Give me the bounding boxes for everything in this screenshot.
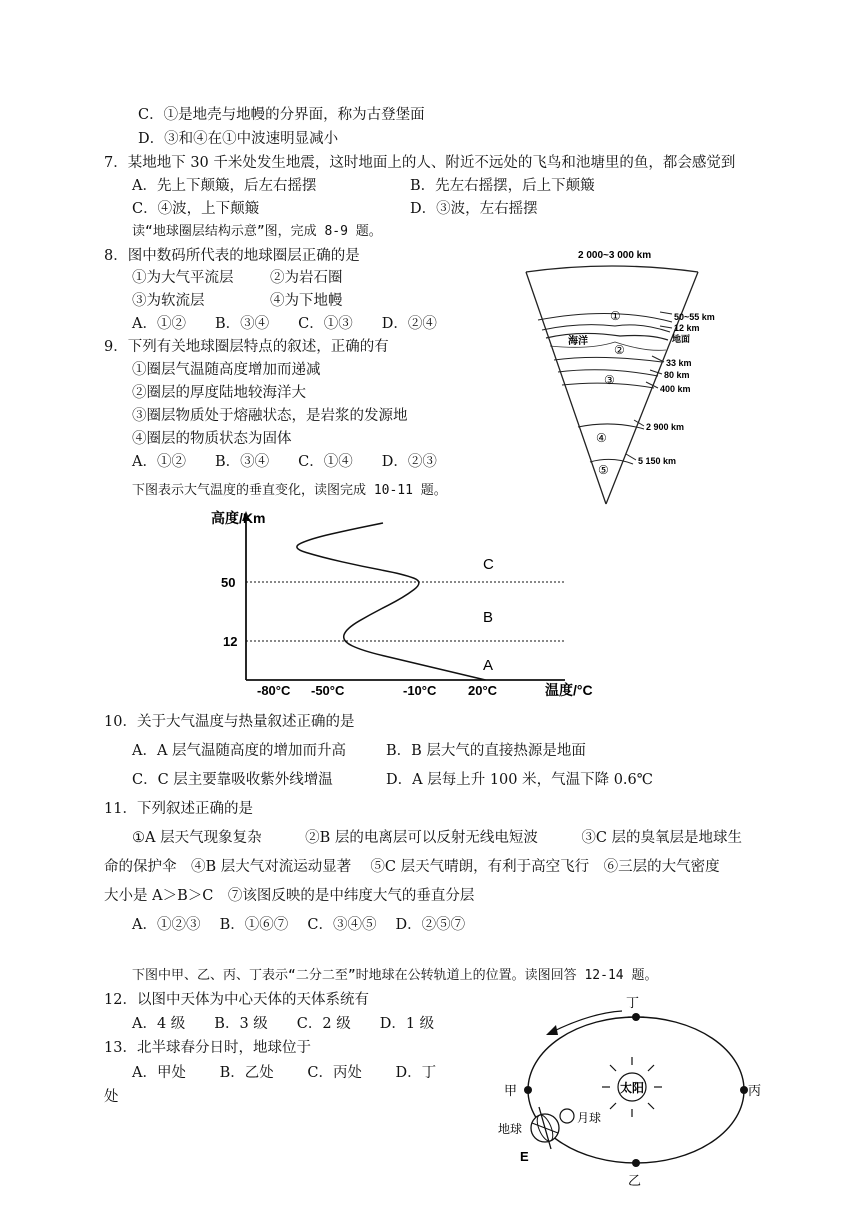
label-ding: 丁 — [626, 995, 640, 1010]
q13-stem: 13．北半球春分日时，地球位于 — [104, 1040, 311, 1056]
q13-wrap: 处 — [104, 1089, 119, 1105]
revolution-direction-arrow — [550, 1011, 622, 1033]
label-top-thickness: 2 000~3 000 km — [578, 250, 652, 261]
moon-icon — [560, 1109, 574, 1123]
q8-item-2: ②为岩石圈 — [270, 270, 343, 286]
q7-option-b: B．先左右摇摆，后上下颠簸 — [410, 178, 595, 194]
atmosphere-temperature-chart — [165, 505, 615, 705]
q6-option-c: C．①是地壳与地幔的分界面，称为古登堡面 — [138, 107, 425, 123]
q10-option-c: C．C 层主要靠吸收紫外线增温 — [132, 772, 333, 788]
x-tick-minus50: -50°C — [311, 683, 345, 698]
layer-label-a: A — [483, 657, 494, 674]
layer-label-c: C — [483, 556, 494, 573]
note-8-9: 读“地球圈层结构示意”图，完成 8-9 题。 — [132, 224, 382, 239]
q9-item-3: ③圈层物质处于熔融状态，是岩浆的发源地 — [132, 408, 408, 424]
x-tick-minus80: -80°C — [257, 683, 291, 698]
q13-answers: A．甲处 B．乙处 C．丙处 D．丁 — [132, 1065, 437, 1081]
q10-option-d: D．A 层每上升 100 米，气温下降 0.6℃ — [386, 772, 653, 788]
label-yi: 乙 — [628, 1173, 642, 1188]
q11-answers: A．①②③ B．①⑥⑦ C．③④⑤ D．②⑤⑦ — [132, 917, 466, 933]
q12-stem: 12．以图中天体为中心天体的天体系统有 — [104, 992, 369, 1008]
q8-item-1: ①为大气平流层 — [132, 270, 234, 286]
label-33km: 33 km — [666, 358, 692, 368]
layer-marker-2: ② — [614, 343, 625, 357]
label-12km: 12 km — [674, 323, 700, 333]
position-bing — [740, 1086, 748, 1094]
label-bing: 丙 — [748, 1083, 762, 1098]
label-sun: 太阳 — [620, 1081, 645, 1095]
earth-orbit-diagram — [490, 995, 780, 1215]
label-earth: 地球 — [498, 1122, 523, 1136]
position-jia — [524, 1086, 532, 1094]
q7-option-c: C．④波，上下颠簸 — [132, 201, 260, 217]
label-2900km: 2 900 km — [646, 422, 685, 432]
position-yi — [632, 1159, 640, 1167]
layer-marker-1: ① — [610, 309, 621, 323]
q6-option-d: D．③和④在①中波速明显减小 — [138, 131, 339, 147]
label-400km: 400 km — [660, 384, 691, 394]
q7-stem: 7．某地地下 30 千米处发生地震，这时地面上的人、附近不远处的飞鸟和池塘里的鱼，都会感觉到 — [104, 155, 736, 171]
position-ding — [632, 1013, 640, 1021]
label-80km: 80 km — [664, 370, 690, 380]
q7-option-a: A．先上下颠簸，后左右摇摆 — [132, 178, 317, 194]
label-ground: 地面 — [672, 334, 691, 344]
q10-stem: 10．关于大气温度与热量叙述正确的是 — [104, 714, 355, 730]
q8-item-4: ④为下地幔 — [270, 293, 343, 309]
q9-item-4: ④圈层的物质状态为固体 — [132, 431, 292, 447]
q11-line-1: ①A 层天气现象复杂 ②B 层的电离层可以反射无线电短波 ③C 层的臭氧层是地球生 — [132, 830, 743, 846]
y-tick-50: 50 — [221, 575, 236, 590]
label-ocean: 海洋 — [568, 336, 588, 347]
layer-marker-3: ③ — [604, 373, 615, 387]
q9-stem: 9．下列有关地球圈层特点的叙述，正确的有 — [104, 339, 389, 355]
q10-option-a: A．A 层气温随高度的增加而升高 — [132, 743, 347, 759]
y-tick-12: 12 — [223, 634, 238, 649]
layer-marker-4: ④ — [596, 431, 607, 445]
q11-stem: 11．下列叙述正确的是 — [104, 801, 253, 817]
x-tick-20: 20°C — [468, 683, 498, 698]
label-moon: 月球 — [577, 1111, 602, 1125]
note-12-14: 下图中甲、乙、丙、丁表示“二分二至”时地球在公转轨道上的位置。读图回答 12-14 题。 — [132, 968, 658, 983]
label-5150km: 5 150 km — [638, 456, 677, 466]
q7-option-d: D．③波，左右摇摆 — [410, 201, 538, 217]
earth-layer-diagram — [520, 242, 720, 512]
q9-item-2: ②圈层的厚度陆地较海洋大 — [132, 385, 306, 401]
q8-answers: A．①② B．③④ C．①③ D．②④ — [132, 316, 437, 332]
q12-answers: A．4 级 B．3 级 C．2 级 D．1 级 — [132, 1016, 435, 1032]
q8-stem: 8．图中数码所代表的地球圈层正确的是 — [104, 248, 360, 264]
layer-label-b: B — [483, 609, 494, 626]
y-axis-label: 高度/Km — [211, 510, 266, 526]
x-axis-label: 温度/°C — [545, 682, 593, 698]
note-10-11: 下图表示大气温度的垂直变化，读图完成 10-11 题。 — [132, 483, 447, 498]
label-e: E — [520, 1149, 529, 1164]
layer-marker-5: ⑤ — [598, 463, 609, 477]
label-50-55km: 50~55 km — [674, 312, 715, 322]
earth-globe-icon — [531, 1107, 559, 1149]
temperature-curve — [297, 523, 486, 680]
label-jia: 甲 — [504, 1083, 518, 1098]
q9-item-1: ①圈层气温随高度增加而递减 — [132, 362, 321, 378]
x-tick-minus10: -10°C — [403, 683, 437, 698]
q11-line-3: 大小是 A＞B＞C ⑦该图反映的是中纬度大气的垂直分层 — [104, 888, 475, 904]
q10-option-b: B．B 层大气的直接热源是地面 — [386, 743, 586, 759]
q11-line-2: 命的保护伞 ④B 层大气对流运动显著 ⑤C 层天气晴朗，有利于高空飞行 ⑥三层的大气密度 — [104, 859, 720, 875]
q9-answers: A．①② B．③④ C．①④ D．②③ — [132, 454, 437, 470]
q8-item-3: ③为软流层 — [132, 293, 205, 309]
